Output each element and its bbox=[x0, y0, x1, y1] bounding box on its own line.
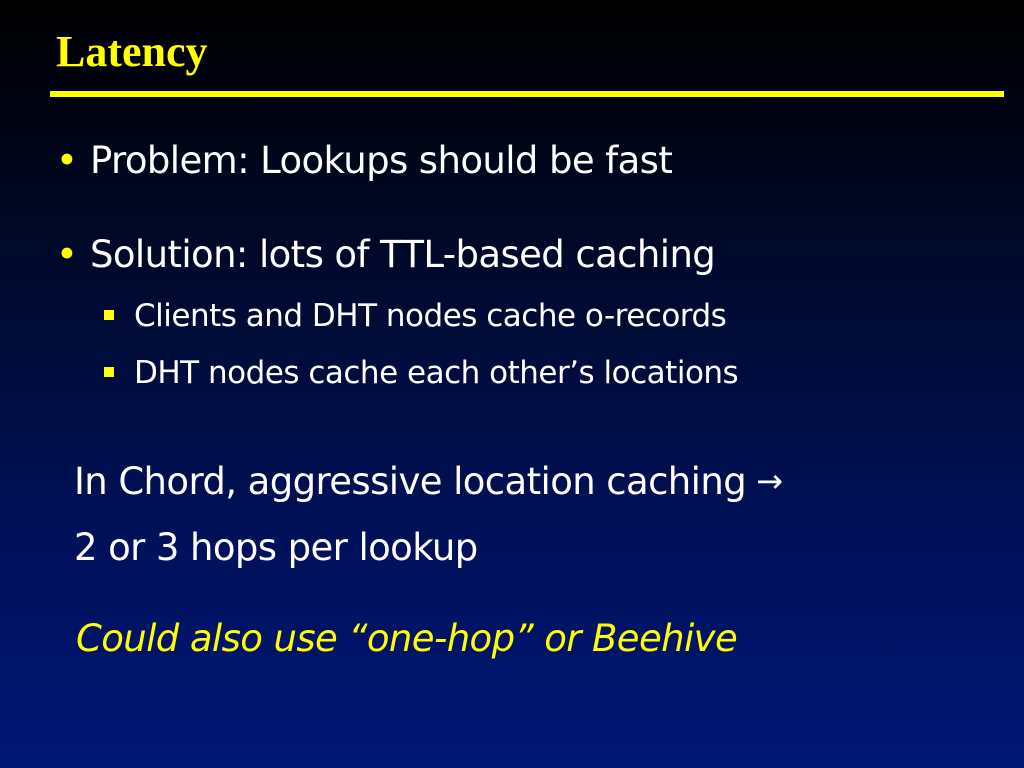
chord-caching-line bbox=[74, 458, 782, 505]
sub-bullet-text: Clients and DHT nodes cache o-records bbox=[134, 298, 727, 334]
bullet-solution bbox=[56, 232, 715, 278]
hops-per-lookup-line: 2 or 3 hops per lookup bbox=[74, 526, 478, 569]
beehive-note: Could also use “one-hop” or Beehive bbox=[76, 617, 738, 660]
square-bullet-icon bbox=[104, 367, 114, 377]
chord-caching-text: In Chord, aggressive location caching bbox=[74, 460, 747, 503]
slide-title: Latency bbox=[56, 27, 208, 76]
sub-bullet-dht-nodes bbox=[104, 353, 738, 393]
bullet-text: Solution: lots of TTL-based caching bbox=[90, 233, 716, 276]
right-arrow-icon: → bbox=[756, 462, 783, 500]
bullet-text: Problem: Lookups should be fast bbox=[90, 139, 673, 182]
square-bullet-icon bbox=[104, 310, 114, 320]
sub-bullet-text: DHT nodes cache each other’s locations bbox=[134, 355, 739, 391]
title-underline bbox=[50, 91, 1004, 97]
bullet-problem bbox=[56, 138, 672, 184]
bullet-marker: • bbox=[56, 233, 78, 276]
sub-bullet-clients bbox=[104, 296, 726, 336]
bullet-marker: • bbox=[56, 139, 78, 182]
